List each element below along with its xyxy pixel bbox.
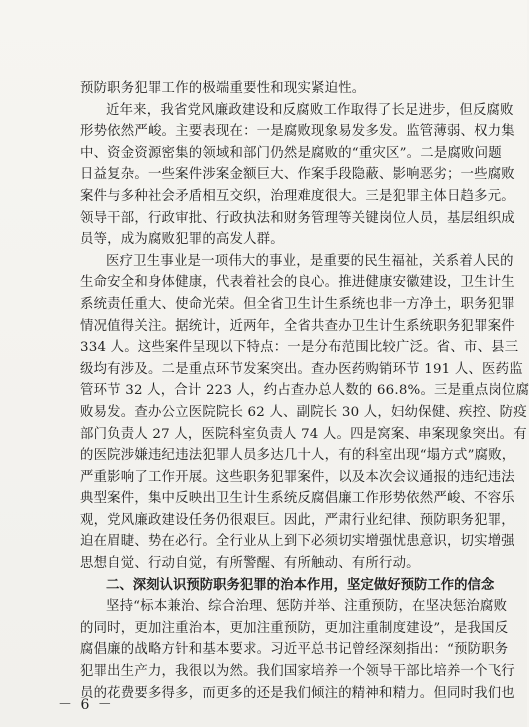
text-line: 腐倡廉的战略方针和基本要求。习近平总书记曾经深刻指出：“预防职务 xyxy=(80,642,509,658)
text-line: 坚持“标本兼治、综合治理、惩防并举、注重预防，在坚决惩治腐败 xyxy=(106,599,508,615)
text-line: 系统责任重大、使命光荣。但全省卫生计生系统也非一方净土，职务犯罪 xyxy=(80,296,515,312)
text-line: 生命安全和身体健康，代表着社会的良心。推进健康安徽建设，卫生计生 xyxy=(80,275,515,291)
text-line: 中、资金资源密集的领域和部门仍然是腐败的“重灾区”。二是腐败问题 xyxy=(80,145,502,161)
text-line: 思想自觉、行动自觉，有所警醒、有所触动、有所行动。 xyxy=(80,556,420,572)
text-line: 观，党风廉政建设任务仍很艰巨。因此，严肃行业纪律、预防职务犯罪， xyxy=(80,512,515,528)
text-line: 日益复杂。一些案件涉案金额巨大、作案手段隐蔽、影响恶劣；一些腐败 xyxy=(80,167,515,183)
text-line: 情况值得关注。据统计，近两年，全省共查办卫生计生系统职务犯罪案件 xyxy=(80,318,515,334)
section-heading: 二、深刻认识预防职务犯罪的治本作用，坚定做好预防工作的信念 xyxy=(106,577,495,593)
text-line: 预防职务犯罪工作的极端重要性和现实紧迫性。 xyxy=(80,81,366,96)
text-line: 败易发。查办公立医院院长 62 人、副院长 30 人，妇幼保健、疾控、防疫 xyxy=(80,404,527,420)
text-line: 形势依然严峻。主要表现在：一是腐败现象易发多发。监管薄弱、权力集 xyxy=(80,124,515,140)
text-line: 员等，成为腐败犯罪的高发人群。 xyxy=(80,232,284,248)
text-line: 近年来，我省党风廉政建设和反腐败工作取得了长足进步，但反腐败 xyxy=(106,102,514,118)
text-line: 级均有涉及。二是重点环节发案突出。查办医药购销环节 191 人、医药监 xyxy=(80,361,523,377)
text-line: 典型案件，集中反映出卫生计生系统反腐倡廉工作形势依然严峻、不容乐 xyxy=(80,491,515,507)
text-line: 员的花费要多得多，而更多的还是我们倾注的精神和精力。但同时我们也 xyxy=(80,685,515,701)
text-line: 的同时，更加注重治本，更加注重预防，更加注重制度建设”，是我国反 xyxy=(80,620,509,636)
text-line: 部门负责人 27 人，医院科室负责人 74 人。四是窝案、串案现象突出。有 xyxy=(80,426,527,442)
text-line: 犯罪出生产力，我很以为然。我们国家培养一个领导干部比培养一个飞行 xyxy=(80,664,515,680)
page-number: － 6 － xyxy=(58,697,114,713)
text-line: 334 人。这些案件呈现以下特点：一是分布范围比较广泛。省、市、县三 xyxy=(80,340,519,356)
text-line: 领导干部，行政审批、行政执法和财务管理等关键岗位人员，基层组织成 xyxy=(80,210,515,226)
text-line: 管环节 32 人，合计 223 人，约占查办总人数的 66.8%。三是重点岗位腐 xyxy=(80,383,529,399)
text-line: 的医院涉嫌违纪违法犯罪人员多达几十人，有的科室出现“塌方式”腐败， xyxy=(80,448,516,464)
text-line: 严重影响了工作开展。这些职务犯罪案件，以及本次会议通报的违纪违法 xyxy=(80,469,515,485)
text-line: 案件与多种社会矛盾相互交织，治理难度很大。三是犯罪主体日趋多元。 xyxy=(80,188,515,204)
text-line: 医疗卫生事业是一项伟大的事业，是重要的民生福祉，关系着人民的 xyxy=(106,253,514,269)
text-line: 迫在眉睫、势在必行。全行业从上到下必须切实增强忧患意识，切实增强 xyxy=(80,534,515,550)
document-body xyxy=(80,78,529,704)
